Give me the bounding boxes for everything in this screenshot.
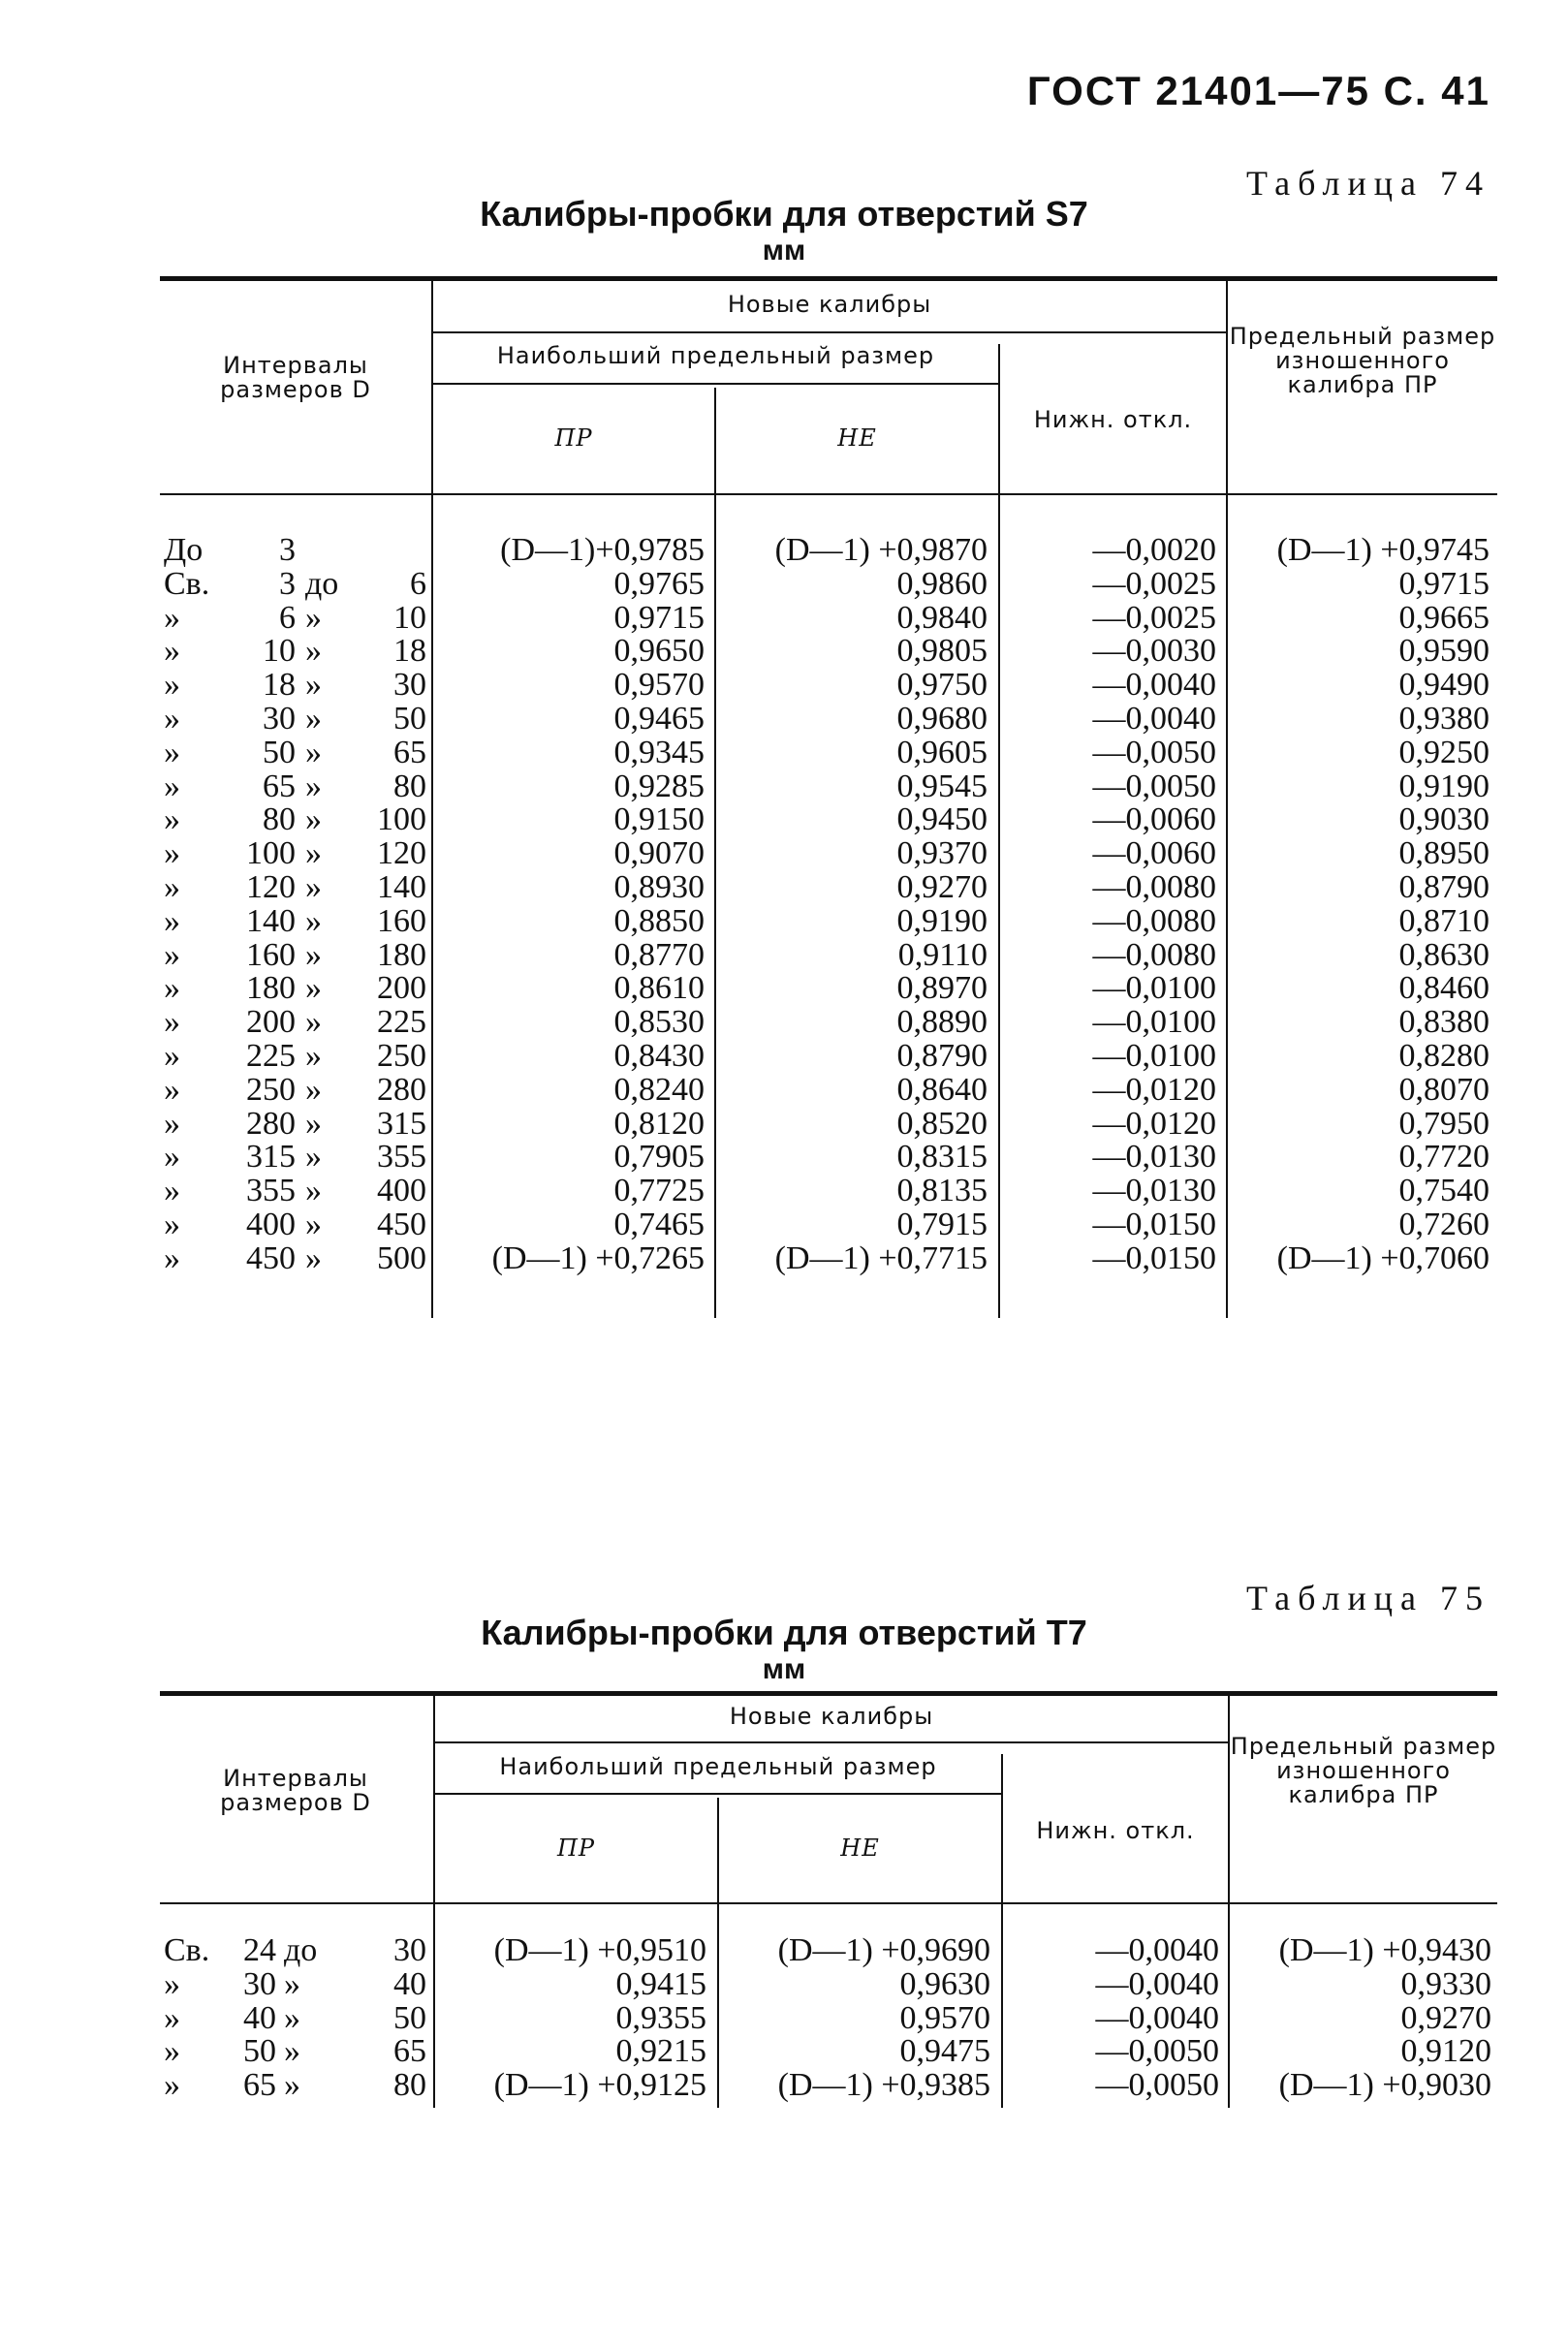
cell-pre: »	[164, 1071, 180, 1108]
cell-b: 65	[393, 734, 426, 770]
cell-worn: 0,9250	[1398, 734, 1490, 770]
cell-worn: 0,9120	[1400, 2033, 1491, 2070]
table-row	[160, 836, 1497, 870]
cell-low: —0,0150	[1092, 1207, 1216, 1242]
cell-ne: 0,8640	[896, 1071, 988, 1108]
cell-worn: 0,8280	[1398, 1038, 1490, 1074]
cell-b: 180	[377, 936, 426, 973]
table-row	[160, 1174, 1497, 1207]
header-ne: НЕ	[837, 424, 877, 452]
table-row	[160, 567, 1497, 601]
cell-sep: до	[284, 1932, 318, 1968]
cell-low: —0,0040	[1095, 1932, 1219, 1968]
cell-pre: »	[164, 902, 180, 939]
cell-sep: »	[305, 1038, 322, 1074]
cell-b: 80	[393, 2067, 426, 2104]
table-row	[160, 1241, 1497, 1275]
cell-worn: 0,9270	[1400, 1999, 1491, 2036]
cell-pr: 0,8770	[613, 936, 705, 973]
cell-ne: 0,9680	[896, 701, 988, 737]
header-new-gauges: Новые калибры	[727, 291, 932, 318]
cell-pre: »	[164, 1105, 180, 1142]
table-row	[160, 1107, 1497, 1141]
header-lower-deviation: Нижн. откл.	[1033, 406, 1193, 433]
cell-ne: 0,9110	[897, 936, 988, 973]
cell-a: 65	[243, 2067, 276, 2104]
cell-a: 3	[279, 532, 296, 568]
cell-worn: 0,9715	[1398, 565, 1490, 602]
cell-pre: »	[164, 2033, 180, 2070]
table-row	[160, 1140, 1497, 1174]
cell-pre: »	[164, 1139, 180, 1176]
cell-low: —0,0080	[1092, 936, 1216, 973]
table-row	[160, 938, 1497, 972]
cell-pre: »	[164, 835, 180, 872]
cell-pre: »	[164, 599, 180, 636]
cell-sep: »	[305, 599, 322, 636]
header-new-gauges: Новые калибры	[729, 1703, 934, 1730]
cell-low: —0,0130	[1092, 1173, 1216, 1209]
cell-a: 50	[263, 734, 296, 770]
table-row	[160, 668, 1497, 702]
cell-a: 65	[263, 768, 296, 804]
cell-pr: 0,9415	[615, 1965, 706, 2002]
cell-worn: (D—1) +0,9745	[1276, 532, 1490, 568]
cell-ne: (D—1) +0,9870	[774, 532, 988, 568]
cell-ne: 0,9750	[896, 667, 988, 704]
cell-ne: 0,9605	[896, 734, 988, 770]
cell-sep: »	[305, 936, 322, 973]
cell-pre: »	[164, 667, 180, 704]
cell-pr: (D—1) +0,7265	[491, 1239, 705, 1276]
cell-ne: 0,9450	[896, 801, 988, 838]
cell-a: 3	[279, 565, 296, 602]
table-row	[160, 1207, 1497, 1241]
header-largest-size: Наибольший предельный размер	[499, 1753, 937, 1780]
header-worn-limit: Предельный размер изношенного калибра ПР	[1229, 323, 1496, 398]
cell-b: 250	[377, 1038, 426, 1074]
cell-b: 40	[393, 1965, 426, 2002]
table-row	[160, 1073, 1497, 1107]
cell-pre: »	[164, 734, 180, 770]
cell-pre: »	[164, 970, 180, 1007]
cell-sep: »	[305, 1105, 322, 1142]
cell-b: 140	[377, 869, 426, 905]
cell-pr: 0,8240	[613, 1071, 705, 1108]
cell-ne: 0,9840	[896, 599, 988, 636]
cell-low: —0,0100	[1092, 1038, 1216, 1074]
table-75	[160, 1691, 1497, 2108]
table-number: Таблица 74	[1246, 164, 1490, 203]
cell-b: 450	[377, 1207, 426, 1242]
cell-pr: 0,8850	[613, 902, 705, 939]
cell-sep: »	[284, 2033, 300, 2070]
cell-pre: »	[164, 1038, 180, 1074]
cell-worn: 0,7260	[1398, 1207, 1490, 1242]
cell-sep: »	[305, 667, 322, 704]
cell-ne: 0,9190	[896, 902, 988, 939]
cell-worn: (D—1) +0,9030	[1278, 2067, 1491, 2104]
table-row	[160, 736, 1497, 769]
cell-low: —0,0120	[1092, 1105, 1216, 1142]
cell-pre: До	[164, 532, 204, 568]
cell-pr: 0,7725	[613, 1173, 705, 1209]
cell-low: —0,0060	[1092, 801, 1216, 838]
cell-low: —0,0040	[1095, 1999, 1219, 2036]
cell-pr: 0,7465	[613, 1207, 705, 1242]
cell-sep: »	[305, 970, 322, 1007]
cell-low: —0,0025	[1092, 599, 1216, 636]
table-74	[160, 276, 1497, 1318]
table-row	[160, 1005, 1497, 1039]
cell-a: 200	[246, 1004, 296, 1041]
cell-ne: 0,8520	[896, 1105, 988, 1142]
cell-pr: 0,8930	[613, 869, 705, 905]
cell-low: —0,0060	[1092, 835, 1216, 872]
cell-pre: »	[164, 1999, 180, 2036]
cell-pr: 0,9345	[613, 734, 705, 770]
cell-a: 30	[243, 1965, 276, 2002]
cell-low: —0,0050	[1095, 2067, 1219, 2104]
cell-worn: (D—1) +0,7060	[1276, 1239, 1490, 1276]
cell-sep: »	[284, 1965, 300, 2002]
cell-ne: 0,9475	[899, 2033, 990, 2070]
cell-b: 355	[377, 1139, 426, 1176]
cell-sep: »	[305, 633, 322, 670]
cell-low: —0,0100	[1092, 970, 1216, 1007]
cell-sep: »	[284, 2067, 300, 2104]
cell-ne: 0,9370	[896, 835, 988, 872]
cell-b: 30	[393, 1932, 426, 1968]
header-pr: ПР	[554, 424, 593, 452]
cell-b: 225	[377, 1004, 426, 1041]
cell-sep: »	[284, 1999, 300, 2036]
cell-ne: 0,7915	[896, 1207, 988, 1242]
table-row	[160, 702, 1497, 736]
cell-ne: 0,9545	[896, 768, 988, 804]
table-unit: мм	[762, 235, 806, 267]
cell-sep: »	[305, 734, 322, 770]
header-intervals: Интервалы размеров D	[220, 1765, 371, 1816]
cell-b: 50	[393, 701, 426, 737]
cell-pr: 0,9070	[613, 835, 705, 872]
cell-pre: »	[164, 1207, 180, 1242]
cell-b: 10	[393, 599, 426, 636]
cell-b: 6	[410, 565, 426, 602]
cell-worn: 0,7950	[1398, 1105, 1490, 1142]
cell-pr: 0,8430	[613, 1038, 705, 1074]
cell-b: 120	[377, 835, 426, 872]
cell-pre: »	[164, 1004, 180, 1041]
cell-ne: (D—1) +0,7715	[774, 1239, 988, 1276]
cell-pr: 0,9465	[613, 701, 705, 737]
table-row	[160, 2068, 1497, 2102]
cell-pr: 0,9285	[613, 768, 705, 804]
cell-a: 30	[263, 701, 296, 737]
header-ne: НЕ	[840, 1835, 880, 1862]
cell-pr: 0,9715	[613, 599, 705, 636]
cell-sep: »	[305, 1207, 322, 1242]
cell-sep: »	[305, 768, 322, 804]
cell-sep: »	[305, 835, 322, 872]
cell-a: 24	[243, 1932, 276, 1968]
cell-ne: (D—1) +0,9385	[777, 2067, 990, 2104]
cell-worn: 0,7540	[1398, 1173, 1490, 1209]
cell-b: 65	[393, 2033, 426, 2070]
cell-pre: »	[164, 701, 180, 737]
cell-worn: 0,7720	[1398, 1139, 1490, 1176]
page-header: ГОСТ 21401—75 С. 41	[1026, 68, 1490, 113]
table-title: Калибры-пробки для отверстий S7	[480, 194, 1088, 234]
cell-low: —0,0150	[1092, 1239, 1216, 1276]
cell-sep: до	[305, 565, 339, 602]
cell-ne: 0,9270	[896, 869, 988, 905]
table-unit: мм	[762, 1653, 806, 1685]
cell-pr: 0,9765	[613, 565, 705, 602]
cell-ne: (D—1) +0,9690	[777, 1932, 990, 1968]
cell-a: 6	[279, 599, 296, 636]
cell-pre: Св.	[164, 1932, 210, 1968]
cell-worn: 0,9590	[1398, 633, 1490, 670]
header-worn-limit: Предельный размер изношенного калибра ПР	[1230, 1733, 1497, 1808]
cell-low: —0,0025	[1092, 565, 1216, 602]
cell-worn: 0,8790	[1398, 869, 1490, 905]
cell-pr: 0,8610	[613, 970, 705, 1007]
cell-pr: 0,7905	[613, 1139, 705, 1176]
cell-sep: »	[305, 1139, 322, 1176]
cell-a: 400	[246, 1207, 296, 1242]
cell-worn: 0,8460	[1398, 970, 1490, 1007]
cell-worn: 0,9380	[1398, 701, 1490, 737]
cell-low: —0,0120	[1092, 1071, 1216, 1108]
cell-b: 160	[377, 902, 426, 939]
cell-a: 50	[243, 2033, 276, 2070]
table-row	[160, 802, 1497, 836]
cell-pr: 0,9355	[615, 1999, 706, 2036]
cell-ne: 0,8790	[896, 1038, 988, 1074]
cell-pr: 0,9570	[613, 667, 705, 704]
cell-a: 225	[246, 1038, 296, 1074]
cell-b: 80	[393, 768, 426, 804]
cell-ne: 0,8135	[896, 1173, 988, 1209]
cell-pre: »	[164, 1239, 180, 1276]
table-row	[160, 971, 1497, 1005]
cell-low: —0,0050	[1092, 734, 1216, 770]
cell-pr: 0,9215	[615, 2033, 706, 2070]
cell-low: —0,0040	[1092, 701, 1216, 737]
table-row	[160, 1933, 1497, 1967]
cell-a: 18	[263, 667, 296, 704]
cell-pr: 0,8120	[613, 1105, 705, 1142]
cell-b: 315	[377, 1105, 426, 1142]
cell-worn: 0,8630	[1398, 936, 1490, 973]
cell-pr: 0,9150	[613, 801, 705, 838]
cell-worn: 0,9190	[1398, 768, 1490, 804]
cell-low: —0,0040	[1095, 1965, 1219, 2002]
cell-pr: (D—1) +0,9510	[493, 1932, 706, 1968]
cell-ne: 0,8970	[896, 970, 988, 1007]
cell-a: 450	[246, 1239, 296, 1276]
cell-a: 120	[246, 869, 296, 905]
header-intervals: Интервалы размеров D	[220, 352, 371, 403]
cell-b: 50	[393, 1999, 426, 2036]
cell-worn: 0,9665	[1398, 599, 1490, 636]
cell-b: 200	[377, 970, 426, 1007]
cell-pr: (D—1)+0,9785	[500, 532, 705, 568]
cell-a: 100	[246, 835, 296, 872]
cell-low: —0,0050	[1092, 768, 1216, 804]
cell-a: 140	[246, 902, 296, 939]
table-row	[160, 2001, 1497, 2035]
cell-pre: »	[164, 869, 180, 905]
cell-worn: 0,9330	[1400, 1965, 1491, 2002]
table-row	[160, 601, 1497, 635]
table-row	[160, 769, 1497, 803]
cell-low: —0,0080	[1092, 902, 1216, 939]
cell-worn: (D—1) +0,9430	[1278, 1932, 1491, 1968]
table-row	[160, 904, 1497, 938]
table-title: Калибры-пробки для отверстий T7	[481, 1613, 1087, 1652]
cell-ne: 0,8315	[896, 1139, 988, 1176]
cell-worn: 0,8380	[1398, 1004, 1490, 1041]
cell-low: —0,0100	[1092, 1004, 1216, 1041]
table-row	[160, 870, 1497, 904]
cell-sep: »	[305, 869, 322, 905]
cell-b: 500	[377, 1239, 426, 1276]
cell-pre: »	[164, 2067, 180, 2104]
cell-b: 18	[393, 633, 426, 670]
cell-worn: 0,8950	[1398, 835, 1490, 872]
cell-pre: »	[164, 768, 180, 804]
cell-a: 315	[246, 1139, 296, 1176]
cell-worn: 0,8070	[1398, 1071, 1490, 1108]
cell-low: —0,0050	[1095, 2033, 1219, 2070]
cell-ne: 0,8890	[896, 1004, 988, 1041]
cell-a: 40	[243, 1999, 276, 2036]
cell-ne: 0,9860	[896, 565, 988, 602]
cell-low: —0,0130	[1092, 1139, 1216, 1176]
cell-pre: »	[164, 1173, 180, 1209]
cell-sep: »	[305, 1004, 322, 1041]
cell-a: 355	[246, 1173, 296, 1209]
cell-pr: 0,8530	[613, 1004, 705, 1041]
cell-pre: »	[164, 936, 180, 973]
cell-sep: »	[305, 701, 322, 737]
cell-b: 30	[393, 667, 426, 704]
cell-a: 160	[246, 936, 296, 973]
cell-pre: »	[164, 1965, 180, 2002]
table-row	[160, 634, 1497, 668]
table-row	[160, 1967, 1497, 2001]
cell-sep: »	[305, 1173, 322, 1209]
cell-sep: »	[305, 1239, 322, 1276]
cell-pre: »	[164, 801, 180, 838]
table-row	[160, 2034, 1497, 2068]
cell-ne: 0,9570	[899, 1999, 990, 2036]
cell-a: 250	[246, 1071, 296, 1108]
cell-a: 280	[246, 1105, 296, 1142]
cell-ne: 0,9805	[896, 633, 988, 670]
cell-worn: 0,8710	[1398, 902, 1490, 939]
cell-sep: »	[305, 1071, 322, 1108]
cell-a: 80	[263, 801, 296, 838]
cell-b: 100	[377, 801, 426, 838]
cell-low: —0,0040	[1092, 667, 1216, 704]
table-number: Таблица 75	[1246, 1579, 1490, 1617]
table-row	[160, 1039, 1497, 1073]
cell-low: —0,0030	[1092, 633, 1216, 670]
cell-b: 400	[377, 1173, 426, 1209]
header-lower-deviation: Нижн. откл.	[1036, 1817, 1195, 1844]
table-row	[160, 533, 1497, 567]
header-largest-size: Наибольший предельный размер	[496, 342, 935, 369]
header-pr: ПР	[556, 1835, 596, 1862]
cell-a: 10	[263, 633, 296, 670]
cell-ne: 0,9630	[899, 1965, 990, 2002]
cell-pre: Св.	[164, 565, 210, 602]
cell-pre: »	[164, 633, 180, 670]
cell-sep: »	[305, 801, 322, 838]
cell-pr: (D—1) +0,9125	[493, 2067, 706, 2104]
cell-low: —0,0080	[1092, 869, 1216, 905]
cell-worn: 0,9490	[1398, 667, 1490, 704]
cell-b: 280	[377, 1071, 426, 1108]
cell-low: —0,0020	[1092, 532, 1216, 568]
cell-a: 180	[246, 970, 296, 1007]
cell-pr: 0,9650	[613, 633, 705, 670]
cell-worn: 0,9030	[1398, 801, 1490, 838]
cell-sep: »	[305, 902, 322, 939]
